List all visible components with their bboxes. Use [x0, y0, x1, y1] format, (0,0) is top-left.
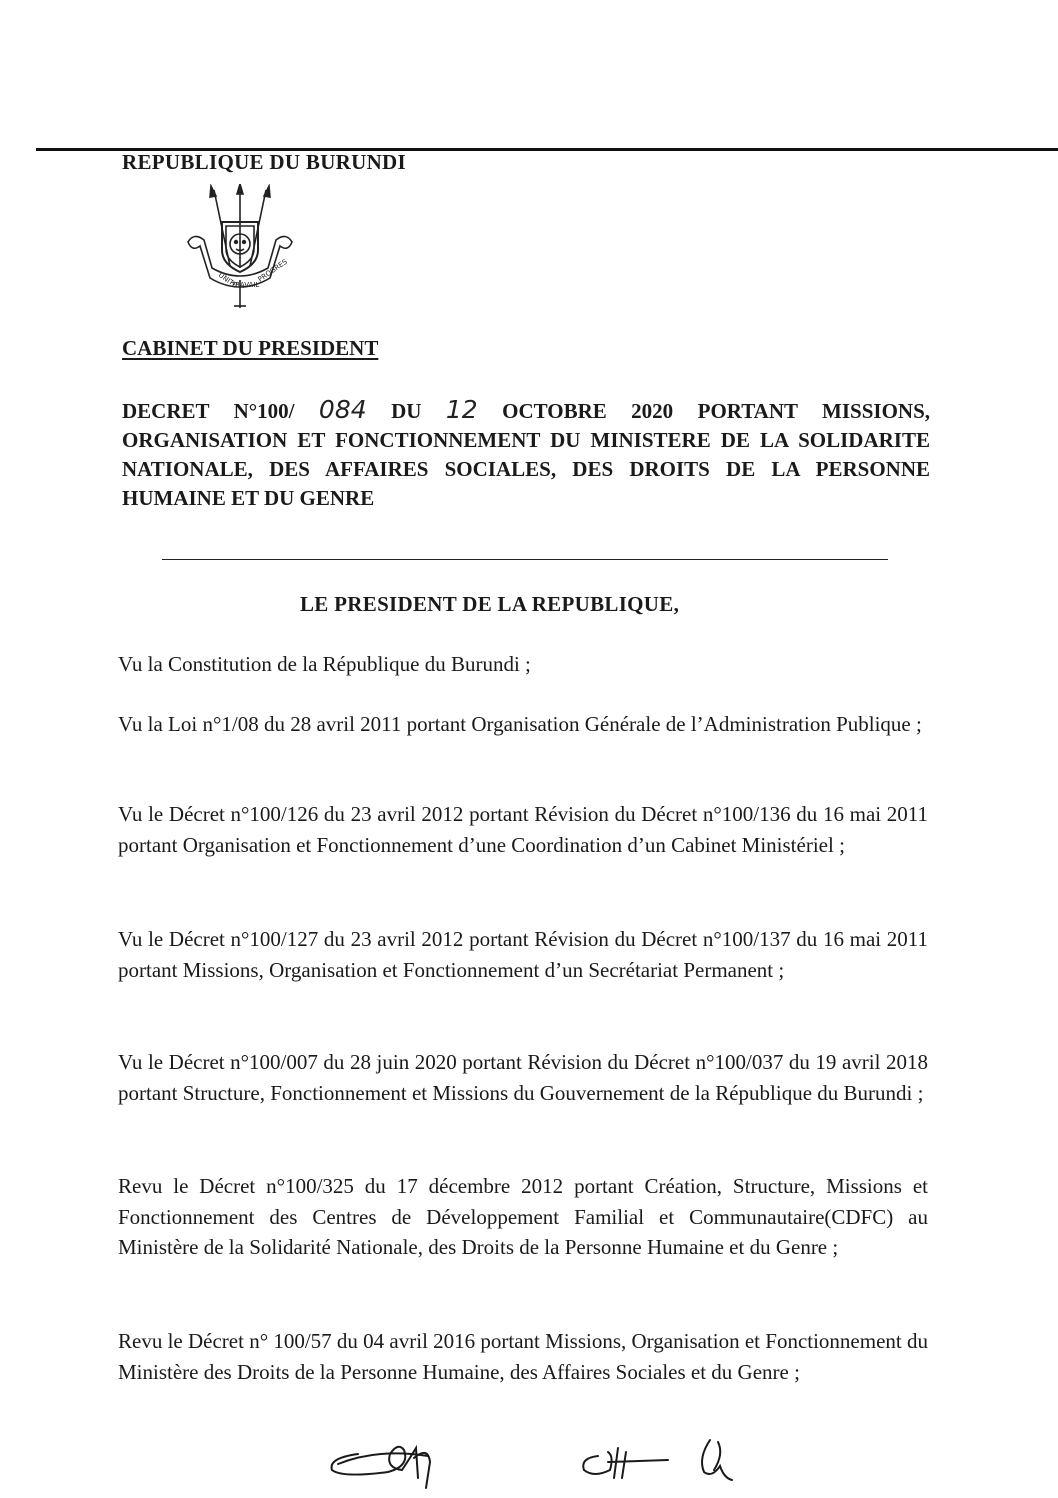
initials-signature-icon	[318, 1418, 738, 1498]
decree-day-handwritten: 12	[445, 395, 478, 424]
separator-rule	[162, 559, 888, 560]
visa-paragraph: Vu la Loi n°1/08 du 28 avril 2011 portant Organisation Générale de l’Administration Publique ;	[118, 712, 922, 736]
visa-paragraph: Revu le Décret n°100/325 du 17 décembre 2012 portant Création, Structure, Missions et Fonctionnement des Centres de Développement Familial et Communautaire(CDFC) au Ministère de la Solidarité Nationale, des Droits de la Personne Humaine et du Genre ;	[118, 1174, 928, 1259]
svg-text:UNITE: UNITE	[216, 271, 239, 290]
visa-paragraph: Vu le Décret n°100/127 du 23 avril 2012 portant Révision du Décret n°100/137 du 16 mai 2011 portant Missions, Organisation et Fonctionnement d’un Secrétariat Permanent ;	[118, 927, 928, 982]
coat-of-arms-icon	[184, 184, 296, 314]
svg-text:PROGRES: PROGRES	[256, 257, 289, 284]
decree-prefix: DECRET N°100/	[122, 399, 295, 423]
visa-paragraph: Vu le Décret n°100/007 du 28 juin 2020 portant Révision du Décret n°100/037 du 19 avril 2018 portant Structure, Fonctionnement et Missions du Gouvernement de la République du Burundi ;	[118, 1050, 928, 1105]
office-heading: CABINET DU PRESIDENT	[122, 336, 379, 360]
country-heading: REPUBLIQUE DU BURUNDI	[122, 150, 406, 174]
visa-paragraph: Vu le Décret n°100/126 du 23 avril 2012 portant Révision du Décret n°100/136 du 16 mai 2011 portant Organisation et Fonctionnement d’une Coordination d’un Cabinet Ministériel ;	[118, 802, 928, 857]
svg-text:TRAVAIL: TRAVAIL	[231, 281, 260, 289]
decree-title	[122, 395, 930, 513]
visa-paragraph: Revu le Décret n° 100/57 du 04 avril 2016 portant Missions, Organisation et Fonctionnement du Ministère des Droits de la Personne Humaine, des Affaires Sociales et du Genre ;	[118, 1329, 928, 1384]
visa-paragraph: Vu la Constitution de la République du Burundi ;	[118, 652, 531, 676]
decree-number-handwritten: 084	[318, 395, 367, 424]
decree-rest: OCTOBRE 2020 PORTANT MISSIONS, ORGANISATION ET FONCTIONNEMENT DU MINISTERE DE LA SOLIDARITE NATIONALE, DES AFFAIRES SOCIALES, DES DROITS DE LA PERSONNE HUMAINE ET DU GENRE	[122, 399, 931, 510]
president-heading: LE PRESIDENT DE LA REPUBLIQUE,	[300, 592, 680, 616]
decree-du: DU	[391, 399, 422, 423]
